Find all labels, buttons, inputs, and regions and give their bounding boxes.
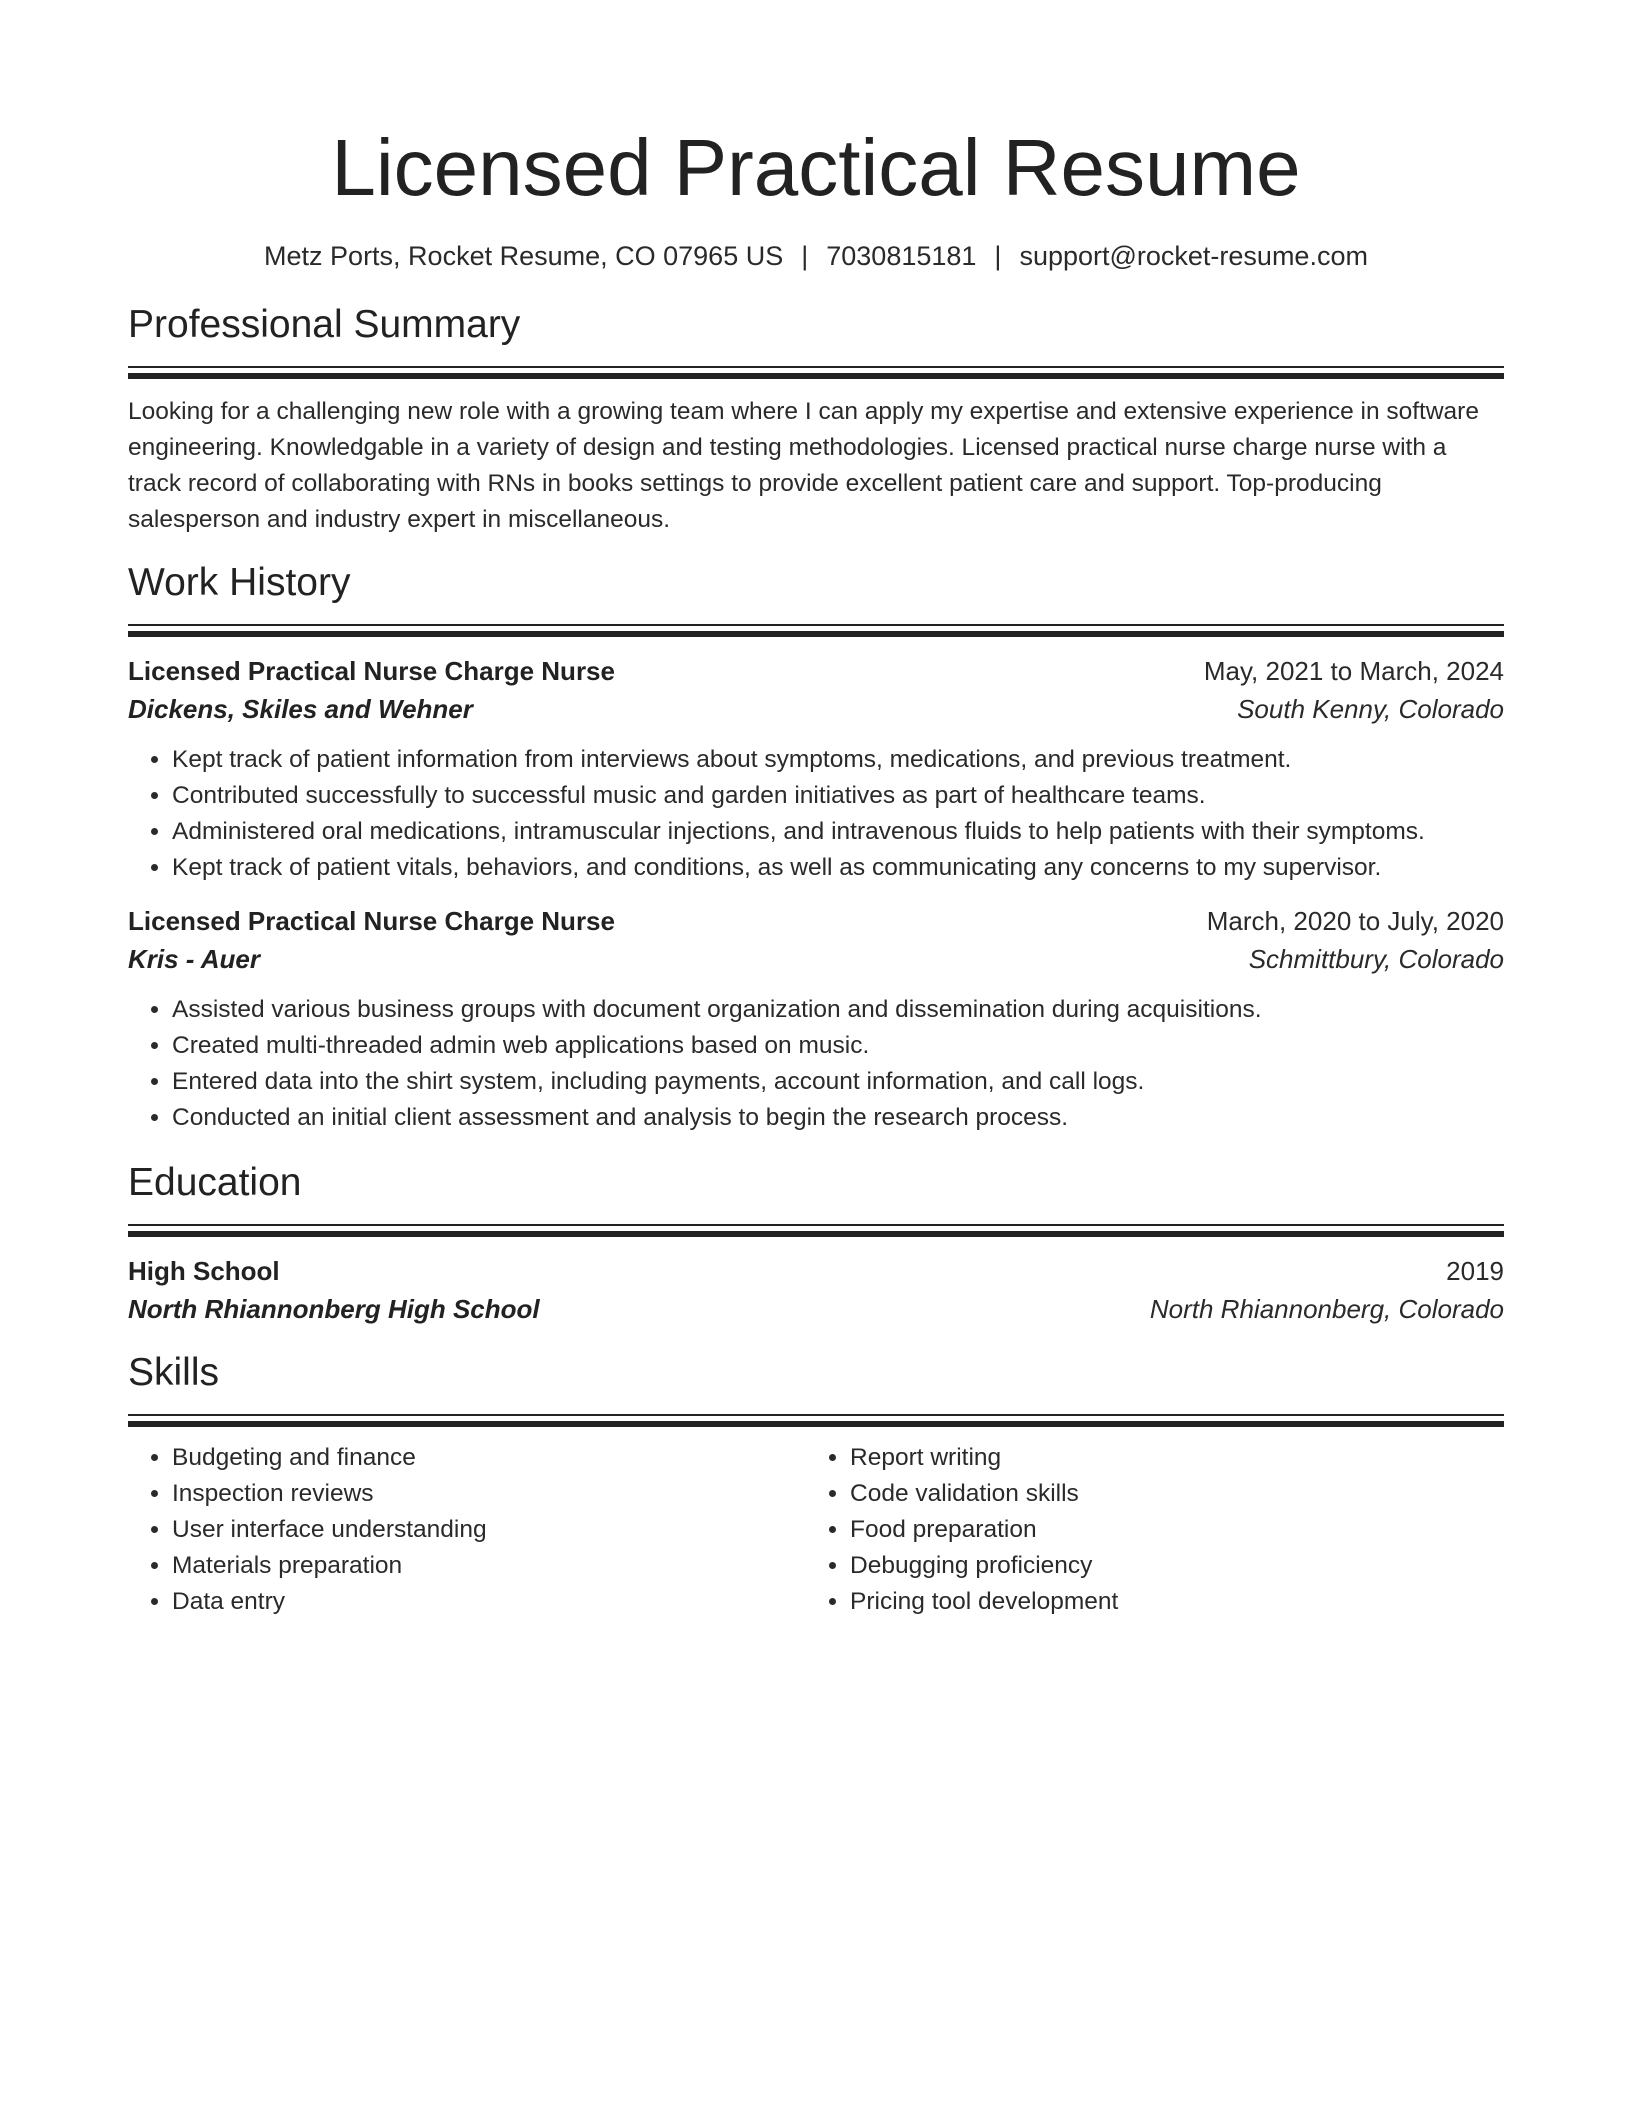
- skill-item: • Pricing tool development: [850, 1584, 1484, 1620]
- list-item: • Contributed successfully to successful music and garden initiatives as part of healthcare teams.: [172, 778, 1504, 814]
- job-company-row: [128, 940, 1504, 978]
- skill-item: • Report writing: [850, 1440, 1484, 1476]
- job-role: Licensed Practical Nurse Charge Nurse: [128, 906, 615, 936]
- job-company: Dickens, Skiles and Wehner: [128, 694, 473, 724]
- summary-section: [128, 300, 1504, 538]
- education-school: North Rhiannonberg High School: [128, 1294, 540, 1324]
- contact-separator: |: [994, 241, 1002, 271]
- skill-item: • Budgeting and finance: [172, 1440, 806, 1476]
- contact-line: [128, 236, 1504, 276]
- work-section: [128, 558, 1504, 1136]
- job-dates: May, 2021 to March, 2024: [1203, 656, 1504, 686]
- job-company-row: [128, 690, 1504, 728]
- list-item: • Kept track of patient vitals, behaviors, and conditions, as well as communicating any concerns to my supervisor.: [172, 850, 1504, 886]
- skill-item: • Food preparation: [850, 1512, 1484, 1548]
- job-bullets: [128, 992, 1504, 1136]
- skills-list-right: [806, 1440, 1484, 1620]
- summary-text: Looking for a challenging new role with a growing team where I can apply my expertise and extensive experience in software engineering. Knowledgable in a variety of design and testing methodologies. Licensed practical nurse charge nurse with a track record of collaborating with RNs in books settings to provide excellent patient care and support. Top-producing salesperson and industry expert in miscellaneous.: [128, 398, 1479, 533]
- job-header-row: [128, 902, 1504, 940]
- contact-separator: |: [801, 241, 809, 271]
- section-title-work: Work History: [128, 561, 351, 604]
- skill-item: • Code validation skills: [850, 1476, 1484, 1512]
- section-divider: [128, 1414, 1504, 1426]
- section-divider: [128, 624, 1504, 636]
- skill-item: • Debugging proficiency: [850, 1548, 1484, 1584]
- job-company: Kris - Auer: [128, 944, 260, 974]
- job-entry: [128, 902, 1504, 1136]
- list-item: • Assisted various business groups with document organization and dissemination during acquisitions.: [172, 992, 1504, 1028]
- job-entry: [128, 652, 1504, 886]
- section-divider: [128, 366, 1504, 378]
- section-divider: [128, 1224, 1504, 1236]
- contact-email: support@rocket-resume.com: [1019, 241, 1368, 271]
- job-role: Licensed Practical Nurse Charge Nurse: [128, 656, 615, 686]
- contact-phone: 7030815181: [826, 241, 977, 271]
- resume-page: [128, 118, 1504, 1620]
- list-item: • Administered oral medications, intramuscular injections, and intravenous fluids to help patients with their symptoms.: [172, 814, 1504, 850]
- education-section: [128, 1158, 1504, 1328]
- skills-list-left: [128, 1440, 806, 1620]
- skill-item: • Materials preparation: [172, 1548, 806, 1584]
- contact-address: Metz Ports, Rocket Resume, CO 07965 US: [264, 241, 784, 271]
- education-entry: [128, 1252, 1504, 1328]
- education-year: 2019: [1446, 1256, 1504, 1286]
- education-location: North Rhiannonberg, Colorado: [1149, 1294, 1504, 1324]
- list-item: • Conducted an initial client assessment and analysis to begin the research process.: [172, 1100, 1504, 1136]
- education-school-row: [128, 1290, 1504, 1328]
- resume-title: Licensed Practical Resume: [331, 123, 1301, 212]
- section-title-skills: Skills: [128, 1351, 220, 1394]
- skill-item: • Inspection reviews: [172, 1476, 806, 1512]
- section-title-summary: Professional Summary: [128, 303, 521, 346]
- job-location: South Kenny, Colorado: [1237, 694, 1504, 724]
- education-header-row: [128, 1252, 1504, 1290]
- list-item: • Kept track of patient information from interviews about symptoms, medications, and previous treatment.: [172, 742, 1504, 778]
- education-degree: High School: [128, 1256, 280, 1286]
- job-location: Schmittbury, Colorado: [1248, 944, 1504, 974]
- skills-columns: [128, 1440, 1504, 1620]
- list-item: • Entered data into the shirt system, including payments, account information, and call logs.: [172, 1064, 1504, 1100]
- skill-item: • Data entry: [172, 1584, 806, 1620]
- skill-item: • User interface understanding: [172, 1512, 806, 1548]
- list-item: • Created multi-threaded admin web applications based on music.: [172, 1028, 1504, 1064]
- job-dates: March, 2020 to July, 2020: [1206, 906, 1504, 936]
- job-bullets: [128, 742, 1504, 886]
- job-header-row: [128, 652, 1504, 690]
- section-title-education: Education: [128, 1161, 302, 1204]
- skills-section: [128, 1348, 1504, 1620]
